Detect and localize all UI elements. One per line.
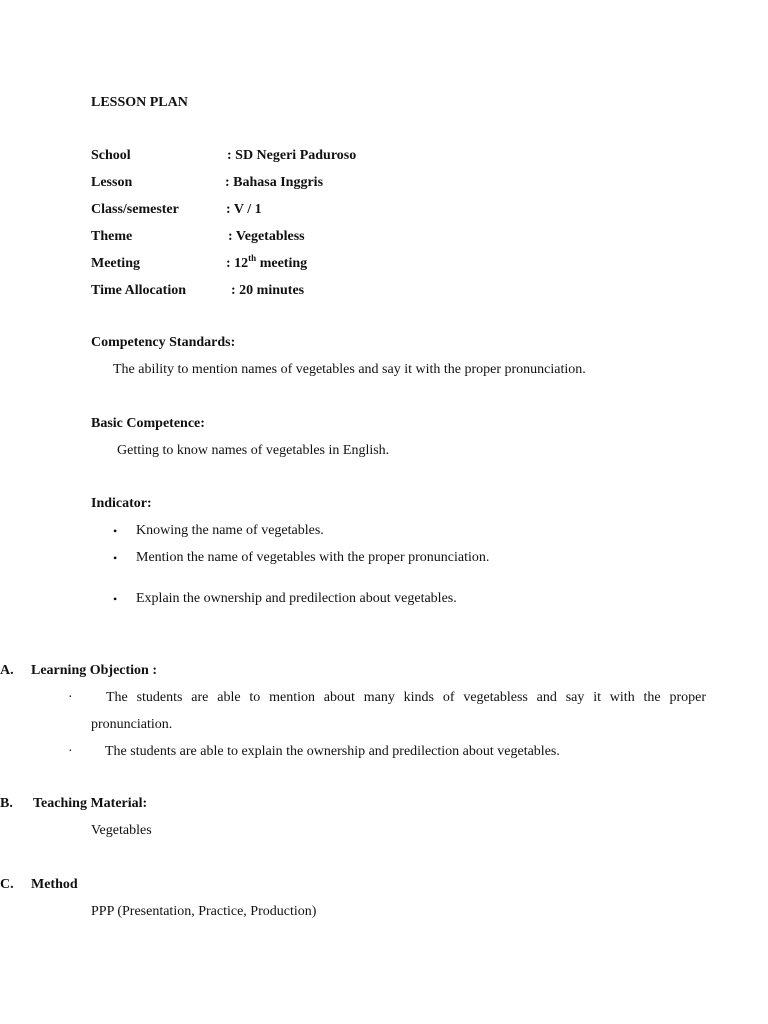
section-a-letter: A. bbox=[0, 663, 14, 678]
basic-competence-text: Getting to know names of vegetables in English. bbox=[117, 443, 390, 458]
meeting-word: meeting bbox=[256, 256, 308, 271]
meeting-number: : 12 bbox=[226, 256, 249, 271]
info-value-meeting bbox=[226, 253, 308, 272]
info-value-theme: : Vegetabless bbox=[228, 229, 305, 244]
competency-heading: Competency Standards: bbox=[91, 335, 236, 350]
info-label-school: School bbox=[91, 148, 131, 163]
info-label-time: Time Allocation bbox=[91, 283, 187, 298]
section-b-letter: B. bbox=[0, 796, 13, 811]
objective-item-line: The students are able to mention about many kinds of vegetabless and say it with the proper bbox=[106, 690, 706, 705]
indicator-heading: Indicator: bbox=[91, 496, 152, 511]
teaching-material-text: Vegetables bbox=[91, 823, 152, 838]
section-c-heading: Method bbox=[31, 877, 78, 892]
bullet-icon: • bbox=[113, 524, 118, 538]
section-a-heading: Learning Objection : bbox=[31, 663, 157, 678]
bullet-icon: • bbox=[113, 592, 118, 606]
list-marker: · bbox=[68, 690, 73, 705]
info-value-school: : SD Negeri Paduroso bbox=[227, 148, 357, 163]
info-label-theme: Theme bbox=[91, 229, 133, 244]
info-value-class: : V / 1 bbox=[226, 202, 262, 217]
bullet-icon: • bbox=[113, 551, 118, 565]
info-value-time: : 20 minutes bbox=[231, 283, 305, 298]
section-b-heading: Teaching Material: bbox=[33, 796, 148, 811]
objective-item: The students are able to explain the ownership and predilection about vegetables. bbox=[105, 744, 560, 759]
info-label-class: Class/semester bbox=[91, 202, 179, 217]
info-value-lesson: : Bahasa Inggris bbox=[225, 175, 324, 190]
indicator-item: Knowing the name of vegetables. bbox=[136, 523, 324, 538]
info-label-lesson: Lesson bbox=[91, 175, 133, 190]
info-label-meeting: Meeting bbox=[91, 256, 140, 271]
basic-competence-heading: Basic Competence: bbox=[91, 416, 205, 431]
indicator-item: Explain the ownership and predilection about vegetables. bbox=[136, 591, 457, 606]
section-c-letter: C. bbox=[0, 877, 14, 892]
indicator-item: Mention the name of vegetables with the proper pronunciation. bbox=[136, 550, 490, 565]
meeting-ordinal-suffix: th bbox=[248, 253, 257, 263]
list-marker: · bbox=[68, 744, 73, 759]
document-title: LESSON PLAN bbox=[91, 95, 188, 110]
competency-text: The ability to mention names of vegetables and say it with the proper pronunciation. bbox=[113, 362, 586, 377]
method-text: PPP (Presentation, Practice, Production) bbox=[91, 904, 317, 919]
objective-item-line: pronunciation. bbox=[91, 717, 173, 732]
